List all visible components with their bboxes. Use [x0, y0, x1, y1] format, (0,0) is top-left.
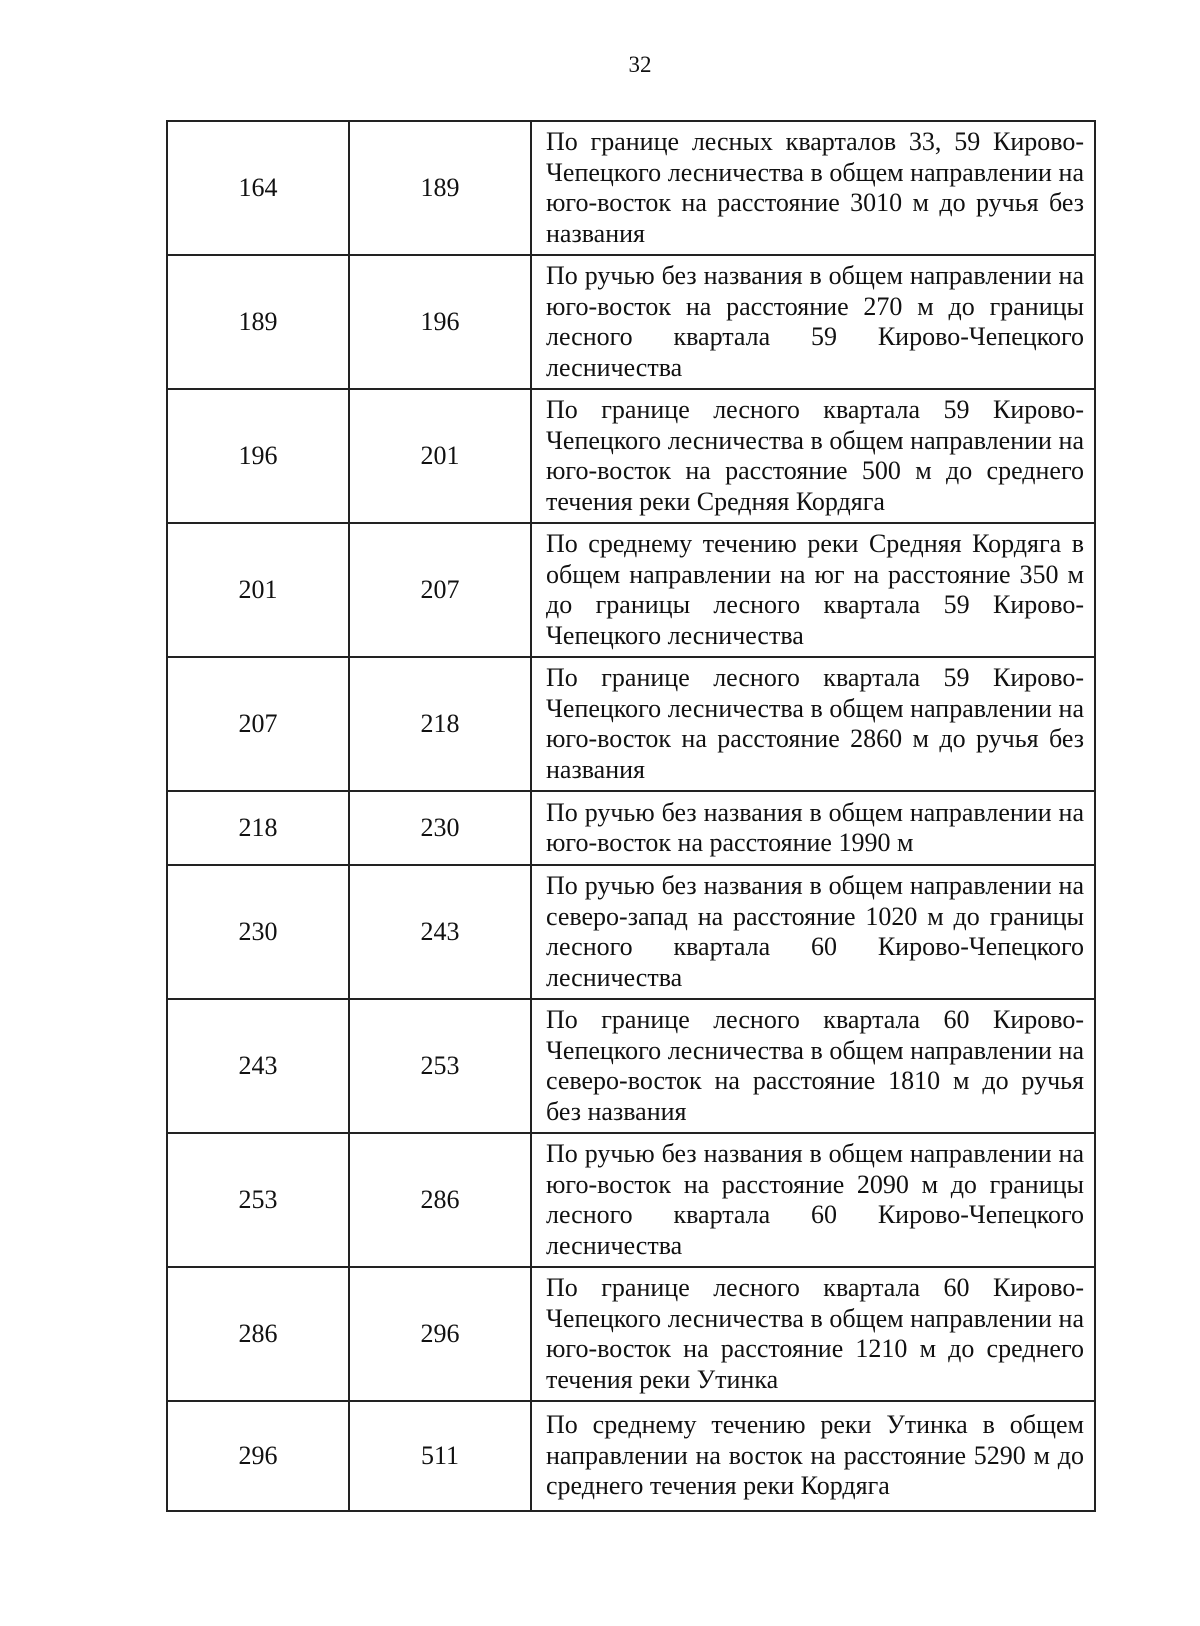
point-to: 196: [349, 255, 531, 389]
point-from: 164: [167, 121, 349, 255]
table-row: [167, 1133, 1095, 1267]
point-from: 201: [167, 523, 349, 657]
point-to: 207: [349, 523, 531, 657]
point-to: 296: [349, 1267, 531, 1401]
table-row: [167, 865, 1095, 999]
boundary-description: По границе лесного квартала 60 Кирово-Чепецкого лесничества в общем направлении на юго-восток на расстояние 1210 м до среднего течения реки Утинка: [531, 1267, 1095, 1401]
point-from: 218: [167, 791, 349, 865]
boundary-description: По границе лесного квартала 60 Кирово-Чепецкого лесничества в общем направлении на северо-восток на расстояние 1810 м до ручья без названия: [531, 999, 1095, 1133]
boundary-description: По ручью без названия в общем направлении на юго-восток на расстояние 2090 м до границы лесного квартала 60 Кирово-Чепецкого лесничества: [531, 1133, 1095, 1267]
point-from: 230: [167, 865, 349, 999]
table-row: [167, 999, 1095, 1133]
table-row: [167, 1401, 1095, 1511]
table-row: [167, 121, 1095, 255]
boundary-description: По ручью без названия в общем направлении на юго-восток на расстояние 270 м до границы лесного квартала 59 Кирово-Чепецкого лесничества: [531, 255, 1095, 389]
table-row: [167, 657, 1095, 791]
point-from: 286: [167, 1267, 349, 1401]
table-row: [167, 255, 1095, 389]
boundary-description: По ручью без названия в общем направлении на юго-восток на расстояние 1990 м: [531, 791, 1095, 865]
boundary-description: По ручью без названия в общем направлении на северо-запад на расстояние 1020 м до границы лесного квартала 60 Кирово-Чепецкого лесничества: [531, 865, 1095, 999]
point-to: 253: [349, 999, 531, 1133]
page-number: 32: [628, 52, 652, 77]
point-to: 201: [349, 389, 531, 523]
boundary-description: По границе лесного квартала 59 Кирово-Чепецкого лесничества в общем направлении на юго-восток на расстояние 500 м до среднего течения реки Средняя Кордяга: [531, 389, 1095, 523]
boundary-table: [166, 120, 1096, 1512]
table-row: [167, 523, 1095, 657]
point-from: 207: [167, 657, 349, 791]
point-to: 218: [349, 657, 531, 791]
boundary-description: По границе лесных кварталов 33, 59 Кирово-Чепецкого лесничества в общем направлении на юго-восток на расстояние 3010 м до ручья без названия: [531, 121, 1095, 255]
point-from: 196: [167, 389, 349, 523]
point-from: 243: [167, 999, 349, 1133]
boundary-description: По среднему течению реки Утинка в общем направлении на восток на расстояние 5290 м до среднего течения реки Кордяга: [531, 1401, 1095, 1511]
point-from: 253: [167, 1133, 349, 1267]
boundary-description: По границе лесного квартала 59 Кирово-Чепецкого лесничества в общем направлении на юго-восток на расстояние 2860 м до ручья без названия: [531, 657, 1095, 791]
table-row: [167, 1267, 1095, 1401]
boundary-description: По среднему течению реки Средняя Кордяга в общем направлении на юг на расстояние 350 м до границы лесного квартала 59 Кирово-Чепецкого лесничества: [531, 523, 1095, 657]
table-row: [167, 791, 1095, 865]
point-to: 230: [349, 791, 531, 865]
table-row: [167, 389, 1095, 523]
point-to: 189: [349, 121, 531, 255]
point-from: 296: [167, 1401, 349, 1511]
point-to: 511: [349, 1401, 531, 1511]
point-to: 243: [349, 865, 531, 999]
point-to: 286: [349, 1133, 531, 1267]
point-from: 189: [167, 255, 349, 389]
